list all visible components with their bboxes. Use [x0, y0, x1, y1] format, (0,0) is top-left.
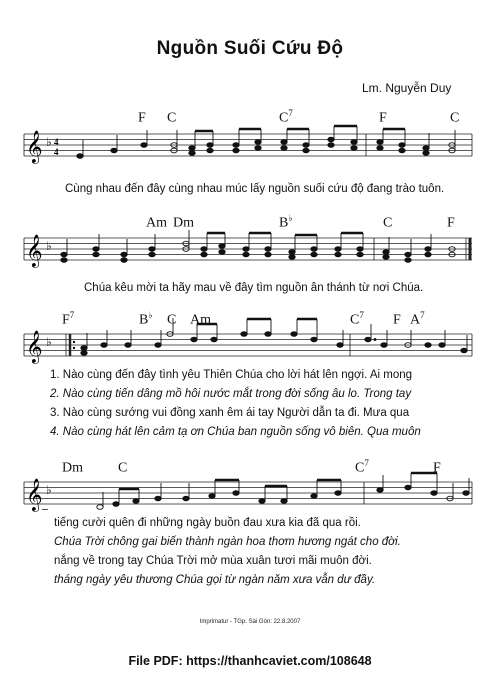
lyric-line: nắng về trong tay Chúa Trời mở mùa xuân tươi mãi muôn đời. [54, 555, 372, 567]
lyric-line: Cùng nhau đến đây cùng nhau múc lấy nguồn suối cứu độ đang trào tuôn. [65, 183, 445, 195]
flat-icon: ♭ [46, 135, 52, 149]
treble-clef-icon: 𝄞 [26, 234, 43, 267]
chord: Dm [62, 460, 83, 476]
music-staff [24, 230, 472, 282]
lyric-line: 4. Nào cùng hát lên cảm tạ ơn Chúa ban nguồn sống vô biên. Qua muôn [50, 426, 421, 438]
lyric-line: 1. Nào cùng đến đây tình yêu Thiên Chúa cho lời hát lên ngợi. Ai mong [50, 369, 413, 381]
chord: C [383, 215, 393, 231]
chord: F [433, 460, 441, 476]
lyric-line: tháng ngày yêu thương Chúa gọi từ ngàn năm xưa vẫn dư đầy. [54, 574, 376, 586]
flat-icon: ♭ [46, 483, 52, 497]
chord: Am [146, 215, 167, 231]
svg-text:4: 4 [54, 147, 59, 157]
chord: Dm [173, 215, 194, 231]
chord: $C^7$ [279, 108, 293, 126]
chord: F [379, 110, 387, 126]
chord: $A^7$ [410, 310, 425, 328]
chord: C [167, 312, 177, 328]
flat-icon: ♭ [46, 335, 52, 349]
lyric-line: tiếng cười quên đi những ngày buồn đau xưa kia đã qua rồi. [54, 517, 361, 529]
song-title: Nguồn Suối Cứu Độ [156, 38, 344, 59]
chord: B♭ [139, 310, 153, 328]
imprimatur-note: Imprimatur - TGp. Sài Gòn: 22.8.2007 [199, 619, 301, 625]
chord: $C^7$ [350, 310, 364, 328]
chord: C [167, 110, 177, 126]
footer-pdf-link[interactable]: File PDF: https://thanhcaviet.com/108648 [128, 654, 372, 668]
svg-text:4: 4 [54, 137, 59, 147]
chord: C [450, 110, 460, 126]
lyric-line: Chúa Trời chông gai biến thành ngàn hoa thơm hương ngát cho đời. [54, 536, 401, 548]
flat-icon: ♭ [46, 239, 52, 253]
treble-clef-icon: 𝄞 [26, 478, 43, 511]
chord: F [393, 312, 401, 328]
lyric-line: Chúa kêu mời ta hãy mau về đây tìm nguồn ân thánh từ nơi Chúa. [84, 282, 424, 294]
chord: $C^7$ [355, 458, 369, 476]
chord: F [447, 215, 455, 231]
music-staff [24, 474, 472, 520]
lyric-line: 2. Nào cùng tiến dâng mồ hôi nước mắt trong đời sống âu lo. Trong tay [50, 388, 412, 400]
chord: C [118, 460, 128, 476]
chord: $F^7$ [62, 310, 75, 328]
treble-clef-icon: 𝄞 [26, 330, 43, 363]
music-staff [24, 326, 472, 372]
lyric-line: 3. Nào cùng sướng vui đồng xanh êm ái tay Người dẫn ta đi. Mưa qua [50, 407, 410, 419]
composer-name: Lm. Nguyễn Duy [362, 81, 452, 95]
chord: B♭ [279, 213, 293, 231]
chord: Am [190, 312, 211, 328]
treble-clef-icon: 𝄞 [26, 130, 43, 163]
chord: F [138, 110, 146, 126]
music-staff [24, 126, 472, 178]
